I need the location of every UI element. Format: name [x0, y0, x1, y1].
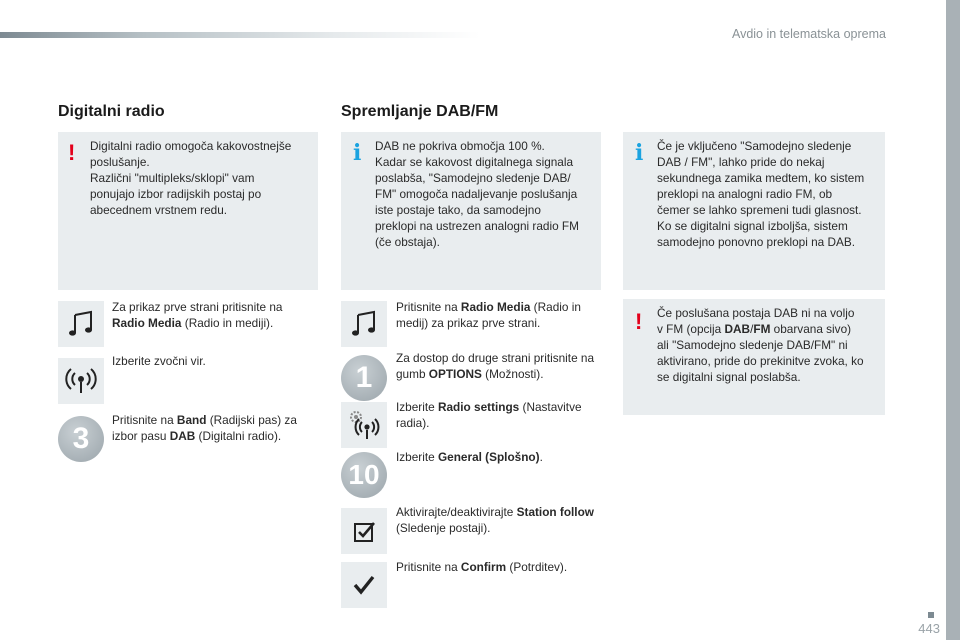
music-note-icon — [58, 301, 104, 347]
step-text: Izberite zvočni vir. — [112, 354, 206, 368]
info-panel-dab — [341, 132, 601, 290]
step-text: Za prikaz prve strani pritisnite na Radio Media (Radio in mediji). — [112, 300, 283, 330]
step-text: Pritisnite na Confirm (Potrditev). — [396, 560, 568, 574]
step-number-badge: 10 — [341, 452, 387, 498]
warning-icon: ! — [68, 140, 76, 165]
info-icon: i — [635, 140, 644, 166]
step-text: Izberite Radio settings (Nastavitve radia). — [396, 400, 582, 430]
note-text: Če je vključeno "Samodejno sledenje DAB / FM", lahko pride do nekaj sekundnega zamika medtem, ko sistem preklopi na analogni radio FM, ob čemer se lahko spremeni tudi glasnost. Ko se digitalni signal izboljša, sistem samodejno ponovno preklopi na DAB. — [657, 139, 865, 249]
note-text: DAB ne pokriva območja 100 %. Kadar se kakovost digitalnega signala poslabša, "Samodejno sledenje DAB/ FM" omogoča nadaljevanje poslušanja iste postaje tako, da samodejno preklopi na ustrezen analogni radio FM (če obstaja). — [375, 139, 579, 249]
check-icon — [341, 562, 387, 608]
header-decor-bar — [0, 32, 480, 38]
step-text: Pritisnite na Band (Radijski pas) za izbor pasu DAB (Digitalni radio). — [112, 413, 297, 443]
info-panel-switch-delay — [623, 132, 885, 290]
checkbox-icon — [341, 508, 387, 554]
step-number-badge: 3 — [58, 416, 104, 462]
page-number: 443 — [918, 621, 940, 636]
note-text: Če poslušana postaja DAB ni na voljo v FM (opcija DAB/FM obarvana sivo) ali "Samodejno sledenje DAB/FM" ni aktivirano, pride do prekinitve zvoka, ko se digitalni signal poslabša. — [657, 306, 864, 384]
step-text: Pritisnite na Radio Media (Radio in medij) za prikaz prve strani. — [396, 300, 581, 330]
page-marker — [928, 612, 934, 618]
warning-panel-dab-unavailable — [623, 299, 885, 415]
warning-icon: ! — [635, 309, 643, 334]
heading-digital-radio: Digitalni radio — [58, 103, 165, 120]
note-panel-digital-radio — [58, 132, 318, 290]
music-note-icon — [341, 301, 387, 347]
heading-dab-fm-follow: Spremljanje DAB/FM — [341, 103, 499, 120]
radio-settings-icon — [341, 402, 387, 448]
side-strip — [946, 0, 960, 640]
note-text: Digitalni radio omogoča kakovostnejše poslušanje. Različni "multipleks/sklopi" vam ponujajo izbor radijskih postaj po abecednem vrstnem redu. — [90, 139, 292, 217]
info-icon: i — [353, 140, 362, 166]
radio-signal-icon — [58, 358, 104, 404]
step-text: Za dostop do druge strani pritisnite na gumb OPTIONS (Možnosti). — [396, 351, 595, 381]
step-number-badge: 1 — [341, 355, 387, 401]
step-text: Izberite General (Splošno). — [396, 450, 543, 464]
step-text: Aktivirajte/deaktivirajte Station follow (Sledenje postaji). — [396, 505, 594, 535]
section-title: Avdio in telematska oprema — [731, 27, 886, 41]
